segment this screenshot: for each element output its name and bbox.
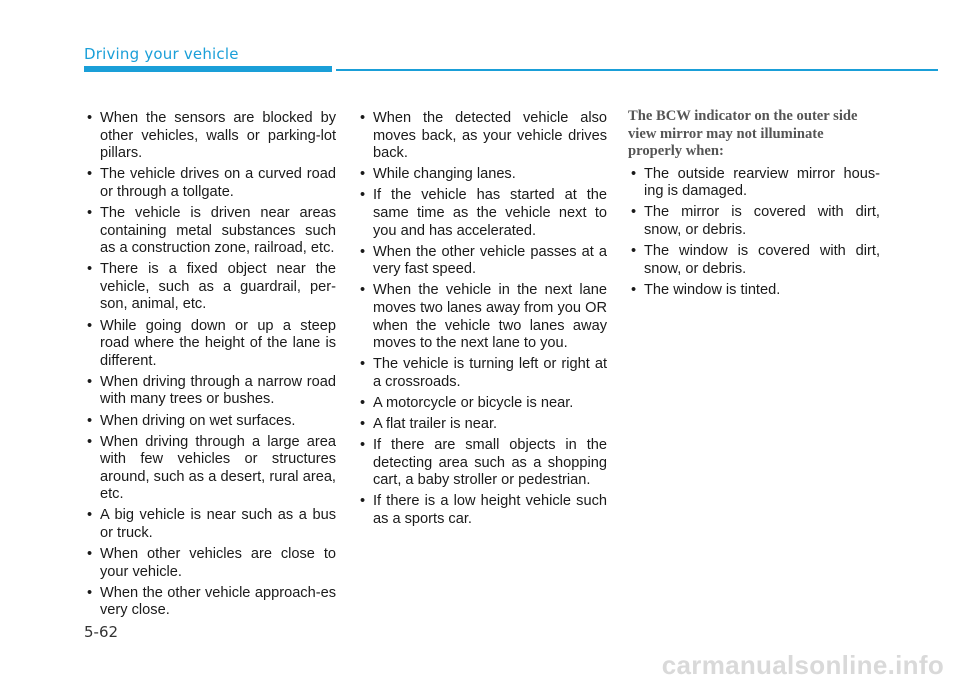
- header-rule-thin: [336, 69, 938, 71]
- list-item: • The window is tinted.: [628, 282, 880, 300]
- list-item: • The window is covered with dirt, snow, or debris.: [628, 243, 880, 278]
- list-item: • When driving through a narrow road with many trees or bushes.: [84, 374, 336, 409]
- column-middle: [357, 110, 607, 532]
- bcw-indicator-heading: The BCW indicator on the outer side view mirror may not illuminate properly when:: [628, 108, 858, 160]
- list-item: • If the vehicle has started at the same time as the vehicle next to you and has accelerated.: [357, 187, 607, 240]
- list-item: • A motorcycle or bicycle is near.: [357, 395, 607, 413]
- list-item: • If there is a low height vehicle such as a sports car.: [357, 493, 607, 528]
- list-item: • The vehicle is turning left or right at a crossroads.: [357, 356, 607, 391]
- bullet-list-right: [628, 166, 880, 300]
- list-item: • When driving through a large area with few vehicles or structures around, such as a desert, rural area, etc.: [84, 434, 336, 504]
- watermark: carmanualsonline.info: [661, 650, 944, 680]
- list-item: • A flat trailer is near.: [357, 416, 607, 434]
- list-item: • When the vehicle in the next lane moves two lanes away from you OR when the vehicle two lanes away moves to the next lane to you.: [357, 282, 607, 352]
- list-item: • When the other vehicle approach-es very close.: [84, 585, 336, 620]
- column-right: [628, 110, 880, 303]
- list-item: • If there are small objects in the detecting area such as a shopping cart, a baby stroller or pedestrian.: [357, 437, 607, 490]
- list-item: • When other vehicles are close to your vehicle.: [84, 546, 336, 581]
- list-item: • When the other vehicle passes at a very fast speed.: [357, 244, 607, 279]
- bullet-list-left: [84, 110, 336, 620]
- list-item: • There is a fixed object near the vehicle, such as a guardrail, per-son, animal, etc.: [84, 261, 336, 314]
- column-left: [84, 110, 336, 624]
- header-rule-thick: [84, 66, 332, 72]
- section-title: Driving your vehicle: [84, 45, 239, 63]
- list-item: • When the detected vehicle also moves back, as your vehicle drives back.: [357, 110, 607, 163]
- list-item: • The vehicle drives on a curved road or through a tollgate.: [84, 166, 336, 201]
- list-item: • When driving on wet surfaces.: [84, 413, 336, 431]
- list-item: • The mirror is covered with dirt, snow, or debris.: [628, 204, 880, 239]
- list-item: • The outside rearview mirror hous-ing is damaged.: [628, 166, 880, 201]
- bullet-list-middle: [357, 110, 607, 529]
- list-item: • While going down or up a steep road where the height of the lane is different.: [84, 318, 336, 371]
- list-item: • A big vehicle is near such as a bus or truck.: [84, 507, 336, 542]
- page-number: 5-62: [84, 623, 119, 641]
- list-item: • While changing lanes.: [357, 166, 607, 184]
- list-item: • The vehicle is driven near areas containing metal substances such as a construction zone, railroad, etc.: [84, 205, 336, 258]
- list-item: • When the sensors are blocked by other vehicles, walls or parking-lot pillars.: [84, 110, 336, 163]
